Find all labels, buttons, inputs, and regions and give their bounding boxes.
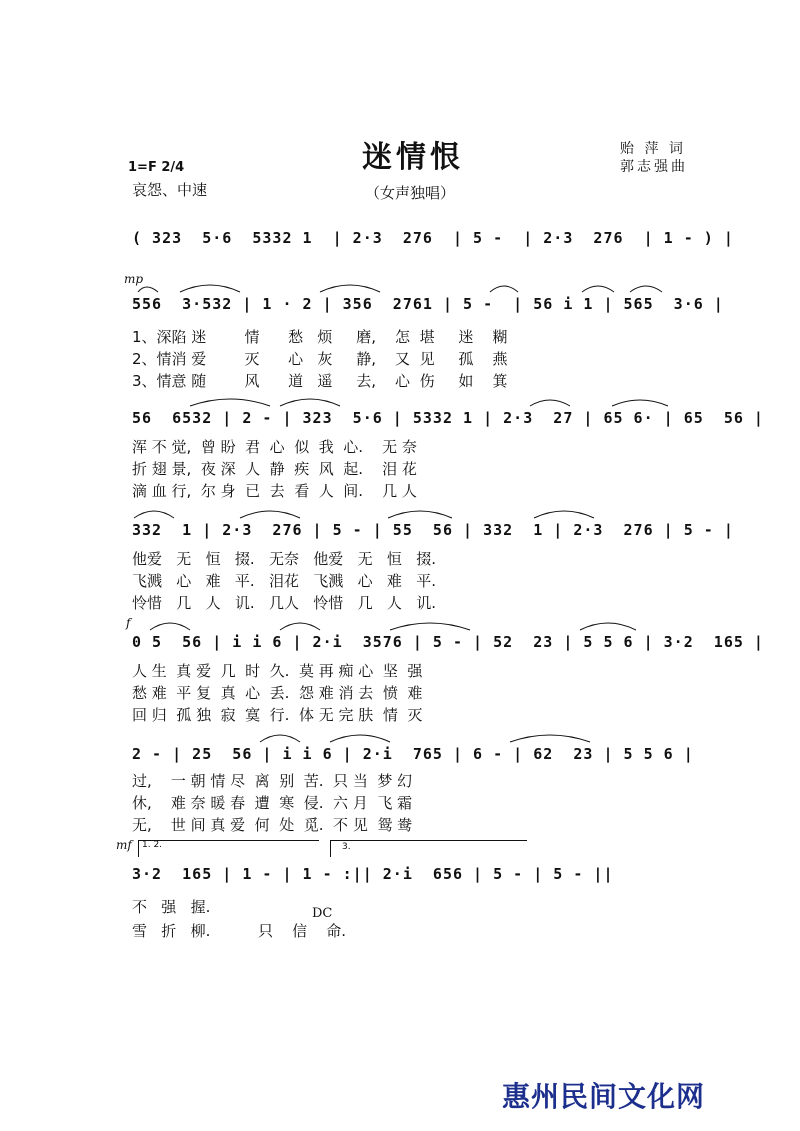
lyric-verse-3-line-2: 滴 血 行, 尔 身 已 去 看 人 间. 几 人 xyxy=(132,482,417,500)
dc-marking: DC xyxy=(312,906,333,921)
lyric-verse-3-line-1: 3、情意 随 风 道 遥 去, 心 伤 如 箕 xyxy=(132,372,508,390)
stave-2 xyxy=(132,406,764,430)
lyric-verse-2-line-2: 折 翅 景, 夜 深 人 静 疾 风 起. 泪 花 xyxy=(132,460,417,478)
stave-4 xyxy=(132,630,764,654)
lyric-verse-1-line-1: 1、深陷 迷 情 愁 烦 磨, 怎 堪 迷 糊 xyxy=(132,328,508,346)
notation-line: 0 5 56 | i i 6 | 2·i 3576 | 5 - | 52 23 | 5 5 6 | 3·2 165 | xyxy=(132,633,764,651)
lyric-verse-2-line-5: 休, 难 奈 暖 春 遭 寒 侵. 六 月 飞 霜 xyxy=(132,794,413,812)
lyric-verse-3-line-3: 怜惜 几 人 讥. 几人 怜惜 几 人 讥. xyxy=(132,594,436,612)
lyric-ending-line-1: 不 强 握. xyxy=(132,898,211,916)
notation-line: 56 6532 | 2 - | 323 5·6 | 5332 1 | 2·3 27 | 65 6· | 65 56 | xyxy=(132,409,764,427)
dynamic-mf: mf xyxy=(116,838,132,852)
key-signature: 1=F 2/4 xyxy=(128,160,185,175)
stave-6 xyxy=(132,862,692,886)
notation-line: 556 3·532 | 1 · 2 | 356 2761 | 5 - | 56 i 1 | 565 3·6 | xyxy=(132,295,724,313)
lyric-verse-1-line-5: 过, 一 朝 情 尽 离 别 苦. 只 当 梦 幻 xyxy=(132,772,413,790)
stave-3 xyxy=(132,518,734,542)
tempo-marking: 哀怨、中速 xyxy=(132,181,208,199)
volta-third-ending xyxy=(330,840,527,857)
lyric-verse-2-line-4: 愁 难 平 复 真 心 丢. 怨 难 消 去 愤 难 xyxy=(132,684,423,702)
volta-third-label: 3. xyxy=(342,842,351,852)
lyric-ending-line-2: 雪 折 柳. 只 信 命. xyxy=(132,922,346,940)
lyricist-credit: 贻 萍 词 xyxy=(620,141,686,157)
notation-line: 2 - | 25 56 | i i 6 | 2·i 765 | 6 - | 62 23 | 5 5 6 | xyxy=(132,745,694,763)
dynamic-f: f xyxy=(126,616,131,630)
stave-1 xyxy=(132,292,724,316)
lyric-verse-3-line-5: 无, 世 间 真 爱 何 处 觅. 不 见 鸳 鸯 xyxy=(132,816,413,834)
site-watermark: 惠州民间文化网 xyxy=(502,1080,706,1113)
notation-line: 332 1 | 2·3 276 | 5 - | 55 56 | 332 1 | 2·3 276 | 5 - | xyxy=(132,521,734,539)
stave-5 xyxy=(132,742,692,766)
volta-first-ending xyxy=(138,840,319,857)
song-title: 迷情恨 xyxy=(362,140,464,175)
lyric-verse-3-line-4: 回 归 孤 独 寂 寞 行. 体 无 完 肤 情 灭 xyxy=(132,706,423,724)
performance-subtitle: （女声独唱） xyxy=(365,184,456,202)
notation-line: ( 323 5·6 5332 1 | 2·3 276 | 5 - | 2·3 276 | 1 - ) | xyxy=(132,229,734,247)
lyric-verse-1-line-2: 浑 不 觉, 曾 盼 君 心 似 我 心. 无 奈 xyxy=(132,438,417,456)
dynamic-mp: mp xyxy=(124,272,144,286)
composer-credit: 郭志强曲 xyxy=(620,159,688,175)
lyric-verse-2-line-1: 2、情消 爱 灭 心 灰 静, 又 见 孤 燕 xyxy=(132,350,508,368)
lyric-verse-1-line-3: 他爱 无 恒 掇. 无奈 他爱 无 恒 掇. xyxy=(132,550,436,568)
stave-intro xyxy=(132,226,734,250)
lyric-verse-1-line-4: 人 生 真 爱 几 时 久. 莫 再 痴 心 坚 强 xyxy=(132,662,423,680)
volta-first-label: 1. 2. xyxy=(142,840,163,850)
lyric-verse-2-line-3: 飞溅 心 难 平. 泪花 飞溅 心 难 平. xyxy=(132,572,436,590)
notation-line: 3·2 165 | 1 - | 1 - :|| 2·i 656 | 5 - | 5 - || xyxy=(132,865,614,883)
